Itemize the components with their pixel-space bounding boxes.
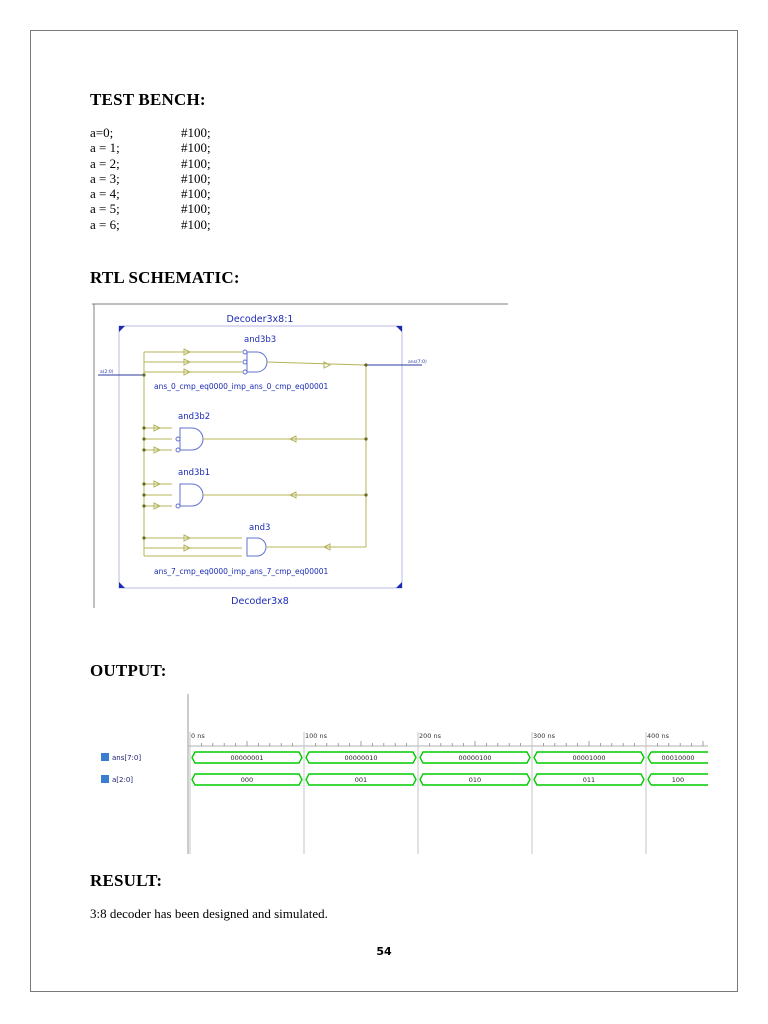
bus-value: 000 — [240, 776, 254, 784]
bus-value: 100 — [671, 776, 685, 784]
test-bench-row — [90, 201, 211, 216]
signal-name: a[2:0] — [112, 776, 134, 784]
and-gate-and3b3 — [247, 352, 267, 372]
bus-value: 00001000 — [572, 754, 606, 762]
gate-name: and3b1 — [178, 468, 211, 478]
test-bench-row — [90, 140, 211, 155]
rtl-schematic — [92, 302, 512, 613]
stmt: a=0; — [90, 125, 114, 140]
module-top-label: Decoder3x8:1 — [226, 314, 294, 325]
bus-value: 011 — [582, 776, 596, 784]
gate-instance-label: ans_0_cmp_eq0000_imp_ans_0_cmp_eq00001 — [154, 382, 329, 391]
page-number: 54 — [376, 945, 392, 958]
bus-value: 001 — [354, 776, 368, 784]
gate-name: and3b2 — [178, 412, 211, 422]
output-port-label: ans(7:0) — [408, 360, 427, 365]
bus-signal-icon — [101, 775, 109, 783]
delay: #100; — [181, 201, 211, 217]
time-label: 0 ns — [191, 732, 205, 740]
gate-name: and3 — [249, 523, 271, 533]
bus-signal-icon — [101, 753, 109, 761]
bus-value: 010 — [468, 776, 482, 784]
and-gate-and3b1 — [180, 484, 203, 506]
stmt: a = 4; — [90, 186, 120, 202]
delay: #100; — [181, 155, 211, 171]
heading-result: RESULT: — [90, 871, 163, 890]
schematic-svg — [92, 302, 512, 608]
stmt: a = 1; — [90, 140, 120, 156]
stmt: a = 6; — [90, 216, 120, 232]
test-bench-row — [90, 186, 211, 201]
stmt: a = 5; — [90, 201, 120, 217]
test-bench-row — [90, 156, 211, 171]
time-label: 400 ns — [647, 732, 669, 740]
test-bench-row — [90, 125, 211, 140]
test-bench-row — [90, 217, 211, 232]
waveform-viewer — [88, 694, 708, 859]
and-gate-and3b2 — [180, 428, 203, 450]
heading-test-bench: TEST BENCH: — [90, 90, 206, 109]
bus-value: 00000010 — [344, 754, 378, 762]
waveform-svg — [88, 694, 708, 854]
delay: #100; — [181, 186, 211, 202]
signal-name: ans[7:0] — [112, 754, 142, 762]
time-label: 100 ns — [305, 732, 327, 740]
module-bottom-label: Decoder3x8 — [231, 596, 289, 607]
bus-value: 00000001 — [230, 754, 264, 762]
delay: #100; — [181, 170, 211, 186]
test-bench-row — [90, 171, 211, 186]
delay: #100; — [181, 125, 211, 140]
heading-output: OUTPUT: — [90, 661, 167, 680]
and-gate-and3 — [247, 538, 266, 556]
test-bench-listing — [90, 125, 211, 232]
result-text: 3:8 decoder has been designed and simulated. — [90, 906, 328, 921]
gate-instance-label: ans_7_cmp_eq0000_imp_ans_7_cmp_eq00001 — [154, 567, 329, 576]
time-label: 200 ns — [419, 732, 441, 740]
input-port-label: a(2:0) — [100, 370, 114, 375]
stmt: a = 2; — [90, 155, 120, 171]
heading-rtl-schematic: RTL SCHEMATIC: — [90, 268, 240, 287]
gate-name: and3b3 — [244, 335, 277, 345]
bus-value: 00010000 — [661, 754, 695, 762]
time-label: 300 ns — [533, 732, 555, 740]
delay: #100; — [181, 216, 211, 232]
stmt: a = 3; — [90, 170, 120, 186]
delay: #100; — [181, 140, 211, 156]
bus-value: 00000100 — [458, 754, 492, 762]
